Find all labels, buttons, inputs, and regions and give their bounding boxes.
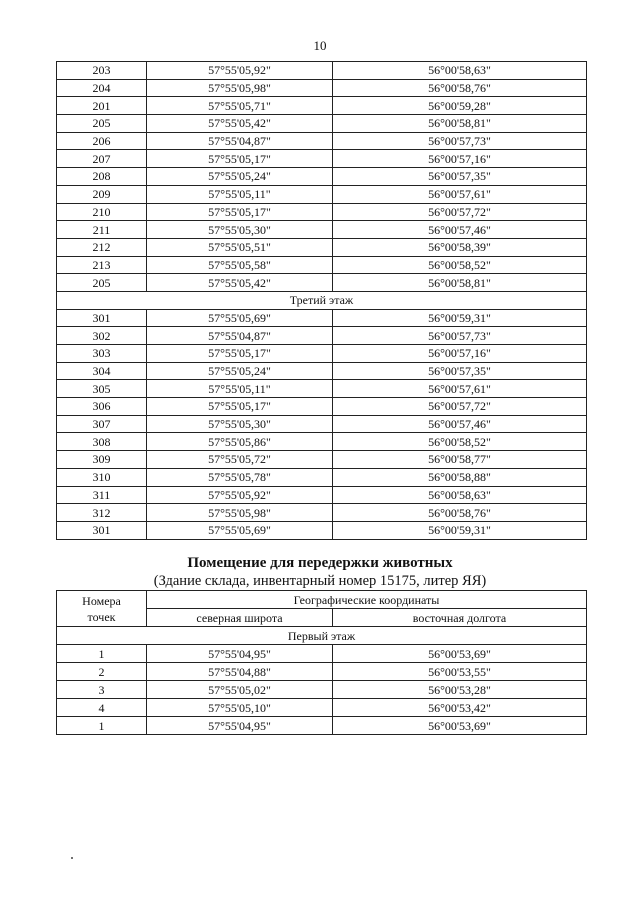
latitude-cell: 57°55'05,98" — [147, 79, 333, 97]
longitude-cell: 56°00'59,31" — [333, 309, 587, 327]
point-number-cell: 205 — [57, 274, 147, 292]
longitude-cell: 56°00'57,72" — [333, 398, 587, 416]
latitude-cell: 57°55'05,24" — [147, 362, 333, 380]
table-row — [57, 274, 587, 292]
latitude-cell: 57°55'04,88" — [147, 663, 333, 681]
latitude-cell: 57°55'05,24" — [147, 168, 333, 186]
point-number-cell: 301 — [57, 309, 147, 327]
latitude-cell: 57°55'04,87" — [147, 132, 333, 150]
point-number-cell: 4 — [57, 699, 147, 717]
table-row — [57, 433, 587, 451]
latitude-cell: 57°55'05,92" — [147, 486, 333, 504]
longitude-cell: 56°00'57,35" — [333, 168, 587, 186]
point-number-cell: 1 — [57, 645, 147, 663]
point-number-cell: 302 — [57, 327, 147, 345]
point-number-cell: 2 — [57, 663, 147, 681]
latitude-cell: 57°55'04,87" — [147, 327, 333, 345]
longitude-cell: 56°00'58,76" — [333, 79, 587, 97]
point-number-cell: 311 — [57, 486, 147, 504]
latitude-cell: 57°55'05,78" — [147, 468, 333, 486]
table-row — [57, 168, 587, 186]
header-east-longitude: восточная долгота — [333, 609, 587, 627]
longitude-cell: 56°00'57,16" — [333, 345, 587, 363]
table-row — [57, 150, 587, 168]
longitude-cell: 56°00'58,81" — [333, 115, 587, 133]
longitude-cell: 56°00'58,52" — [333, 256, 587, 274]
longitude-cell: 56°00'57,61" — [333, 185, 587, 203]
point-number-cell: 3 — [57, 681, 147, 699]
floor-label: Первый этаж — [57, 627, 587, 645]
table-row — [57, 645, 587, 663]
table-row — [57, 185, 587, 203]
latitude-cell: 57°55'05,11" — [147, 380, 333, 398]
table-row — [57, 97, 587, 115]
header-geo-coordinates: Географические координаты — [147, 591, 587, 609]
longitude-cell: 56°00'53,28" — [333, 681, 587, 699]
point-number-cell: 206 — [57, 132, 147, 150]
latitude-cell: 57°55'05,11" — [147, 185, 333, 203]
point-number-cell: 309 — [57, 451, 147, 469]
latitude-cell: 57°55'04,95" — [147, 717, 333, 735]
table-row — [57, 398, 587, 416]
longitude-cell: 56°00'53,55" — [333, 663, 587, 681]
table-row — [57, 327, 587, 345]
point-number-cell: 307 — [57, 415, 147, 433]
point-number-cell: 213 — [57, 256, 147, 274]
longitude-cell: 56°00'58,52" — [333, 433, 587, 451]
latitude-cell: 57°55'05,02" — [147, 681, 333, 699]
page-number: 10 — [313, 38, 327, 53]
point-number-cell: 211 — [57, 221, 147, 239]
longitude-cell: 56°00'58,77" — [333, 451, 587, 469]
latitude-cell: 57°55'05,69" — [147, 521, 333, 539]
table-row — [57, 521, 587, 539]
latitude-cell: 57°55'05,42" — [147, 274, 333, 292]
longitude-cell: 56°00'53,42" — [333, 699, 587, 717]
longitude-cell: 56°00'58,88" — [333, 468, 587, 486]
table-row — [57, 468, 587, 486]
latitude-cell: 57°55'05,30" — [147, 221, 333, 239]
table-row — [57, 362, 587, 380]
table-row — [57, 238, 587, 256]
point-number-cell: 208 — [57, 168, 147, 186]
longitude-cell: 56°00'57,46" — [333, 221, 587, 239]
latitude-cell: 57°55'05,17" — [147, 150, 333, 168]
latitude-cell: 57°55'05,17" — [147, 398, 333, 416]
longitude-cell: 56°00'59,28" — [333, 97, 587, 115]
table-row — [57, 309, 587, 327]
longitude-cell: 56°00'57,46" — [333, 415, 587, 433]
coordinates-table-continued — [56, 61, 587, 540]
point-number-cell: 305 — [57, 380, 147, 398]
point-number-cell: 204 — [57, 79, 147, 97]
point-number-cell: 310 — [57, 468, 147, 486]
section-subtitle: (Здание склада, инвентарный номер 15175, литер ЯЯ) — [153, 573, 487, 589]
point-number-cell: 303 — [57, 345, 147, 363]
point-number-cell: 306 — [57, 398, 147, 416]
animal-shelter-coordinates-table — [56, 590, 587, 735]
table-row — [57, 221, 587, 239]
floor-row — [57, 627, 587, 645]
table-row — [57, 62, 587, 80]
longitude-cell: 56°00'57,61" — [333, 380, 587, 398]
longitude-cell: 56°00'57,73" — [333, 132, 587, 150]
scan-speck — [71, 857, 73, 859]
longitude-cell: 56°00'58,39" — [333, 238, 587, 256]
table-row — [57, 717, 587, 735]
point-number-cell: 1 — [57, 717, 147, 735]
longitude-cell: 56°00'59,31" — [333, 521, 587, 539]
point-number-cell: 301 — [57, 521, 147, 539]
latitude-cell: 57°55'05,10" — [147, 699, 333, 717]
point-number-cell: 312 — [57, 504, 147, 522]
point-number-cell: 308 — [57, 433, 147, 451]
point-number-cell: 212 — [57, 238, 147, 256]
longitude-cell: 56°00'57,35" — [333, 362, 587, 380]
section-title: Помещение для передержки животных — [187, 555, 453, 571]
longitude-cell: 56°00'57,73" — [333, 327, 587, 345]
table-row — [57, 203, 587, 221]
latitude-cell: 57°55'05,72" — [147, 451, 333, 469]
latitude-cell: 57°55'05,92" — [147, 62, 333, 80]
floor-row — [57, 291, 587, 309]
table-row — [57, 504, 587, 522]
latitude-cell: 57°55'05,17" — [147, 345, 333, 363]
latitude-cell: 57°55'05,86" — [147, 433, 333, 451]
longitude-cell: 56°00'57,72" — [333, 203, 587, 221]
table-row — [57, 699, 587, 717]
longitude-cell: 56°00'58,81" — [333, 274, 587, 292]
table-row — [57, 681, 587, 699]
table-row — [57, 345, 587, 363]
point-number-cell: 209 — [57, 185, 147, 203]
point-number-cell: 210 — [57, 203, 147, 221]
table-row — [57, 380, 587, 398]
longitude-cell: 56°00'53,69" — [333, 645, 587, 663]
longitude-cell: 56°00'58,76" — [333, 504, 587, 522]
point-number-cell: 207 — [57, 150, 147, 168]
table-row — [57, 415, 587, 433]
latitude-cell: 57°55'05,69" — [147, 309, 333, 327]
latitude-cell: 57°55'05,58" — [147, 256, 333, 274]
longitude-cell: 56°00'58,63" — [333, 486, 587, 504]
floor-label: Третий этаж — [57, 291, 587, 309]
longitude-cell: 56°00'53,69" — [333, 717, 587, 735]
table-row — [57, 486, 587, 504]
table-row — [57, 115, 587, 133]
point-number-cell: 203 — [57, 62, 147, 80]
latitude-cell: 57°55'04,95" — [147, 645, 333, 663]
latitude-cell: 57°55'05,71" — [147, 97, 333, 115]
point-number-cell: 201 — [57, 97, 147, 115]
latitude-cell: 57°55'05,98" — [147, 504, 333, 522]
latitude-cell: 57°55'05,42" — [147, 115, 333, 133]
longitude-cell: 56°00'57,16" — [333, 150, 587, 168]
header-point-numbers: Номера точек — [57, 591, 147, 627]
point-number-cell: 304 — [57, 362, 147, 380]
latitude-cell: 57°55'05,51" — [147, 238, 333, 256]
longitude-cell: 56°00'58,63" — [333, 62, 587, 80]
table-row — [57, 663, 587, 681]
table-row — [57, 451, 587, 469]
header-north-latitude: северная широта — [147, 609, 333, 627]
latitude-cell: 57°55'05,17" — [147, 203, 333, 221]
table-row — [57, 132, 587, 150]
point-number-cell: 205 — [57, 115, 147, 133]
latitude-cell: 57°55'05,30" — [147, 415, 333, 433]
table-row — [57, 256, 587, 274]
table-row — [57, 79, 587, 97]
